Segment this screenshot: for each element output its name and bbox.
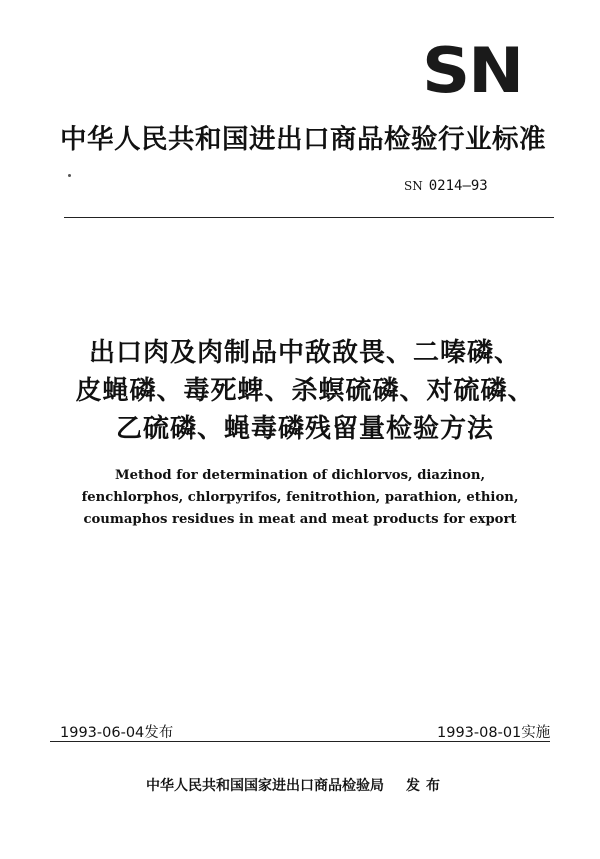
effective-date: 1993-08-01实施 <box>437 725 551 741</box>
title-cn-line-2: 皮蝇磷、毒死蜱、杀螟硫磷、对硫磷、 <box>75 376 535 406</box>
title-en-line-3: coumaphos residues in meat and meat products for export <box>83 512 517 527</box>
bottom-divider <box>50 741 550 742</box>
standard-prefix: SN <box>404 179 423 193</box>
issue-date: 1993-06-04发布 <box>60 725 174 741</box>
sn-logo: SN <box>422 34 522 107</box>
title-en-line-2: fenchlorphos, chlorpyrifos, fenitrothion, parathion, ethion, <box>81 490 519 505</box>
top-divider <box>64 217 554 218</box>
organization-title: 中华人民共和国进出口商品检验行业标准 <box>60 124 546 155</box>
title-cn-line-3: 乙硫磷、蝇毒磷残留量检验方法 <box>115 414 494 444</box>
issuer-action: 发布 <box>406 778 446 794</box>
standard-code: 0214—93 <box>428 178 488 194</box>
standard-number <box>404 178 488 194</box>
title-cn-line-1: 出口肉及肉制品中敌敌畏、二嗪磷、 <box>88 338 521 368</box>
issuer-name: 中华人民共和国国家进出口商品检验局 <box>146 778 384 794</box>
title-en-line-1: Method for determination of dichlorvos, diazinon, <box>114 468 486 483</box>
speck-mark <box>68 174 71 177</box>
issuer-line <box>146 775 446 795</box>
